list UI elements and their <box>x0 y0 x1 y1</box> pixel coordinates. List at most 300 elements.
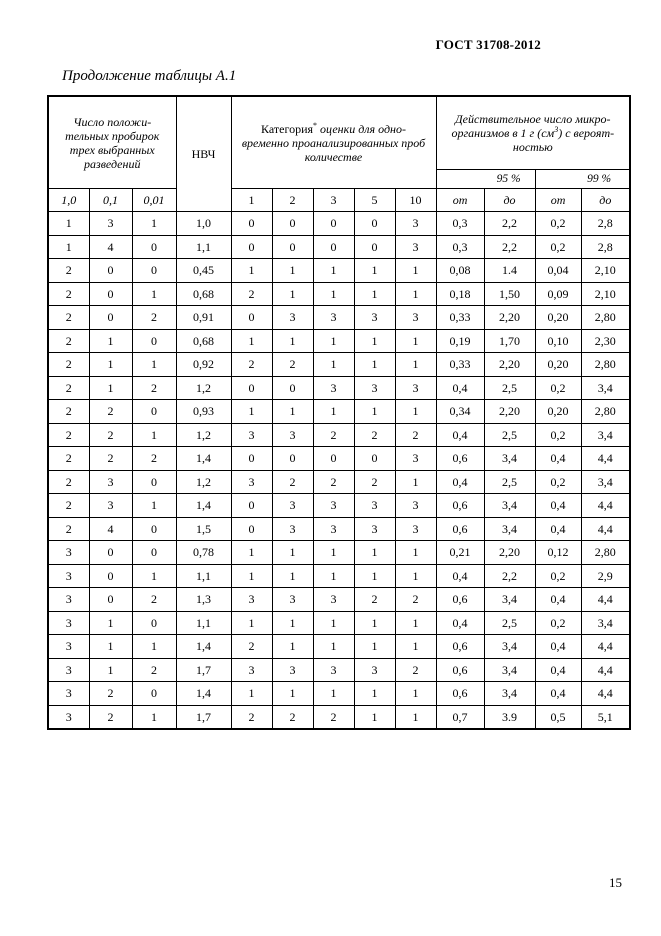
table-cell: 0,68 <box>176 282 231 306</box>
table-cell: 3 <box>272 494 313 518</box>
table-row <box>48 611 630 635</box>
table-cell: 2 <box>231 282 272 306</box>
table-cell: 3 <box>89 494 132 518</box>
table-cell: 2 <box>132 588 176 612</box>
table-cell: 3 <box>354 494 395 518</box>
header-category-label: Категория <box>261 121 314 136</box>
table-row <box>48 376 630 400</box>
table-cell: 3 <box>395 212 436 236</box>
table-cell: 3,4 <box>581 611 630 635</box>
table-cell: 0 <box>272 376 313 400</box>
table-cell: 0,3 <box>436 235 484 259</box>
table-cell: 0,4 <box>535 494 581 518</box>
table-cell: 1 <box>132 635 176 659</box>
table-cell: 0 <box>89 541 132 565</box>
table-cell: 0,6 <box>436 517 484 541</box>
table-cell: 0,20 <box>535 306 581 330</box>
table-cell: 0,7 <box>436 705 484 729</box>
table-cell: 3 <box>48 541 89 565</box>
table-cell: 1 <box>231 329 272 353</box>
table-cell: 2 <box>313 470 354 494</box>
table-cell: 3 <box>354 376 395 400</box>
table-cell: 3 <box>48 658 89 682</box>
table-cell: 3 <box>313 376 354 400</box>
table-cell: 2 <box>48 517 89 541</box>
table-cell: 1,7 <box>176 705 231 729</box>
table-cell: 3.9 <box>484 705 535 729</box>
table-cell: 3 <box>48 588 89 612</box>
table-cell: 0,2 <box>535 423 581 447</box>
table-cell: 1,2 <box>176 470 231 494</box>
dilution-col-header: 1,0 <box>48 189 89 212</box>
table-cell: 3 <box>272 423 313 447</box>
table-row <box>48 282 630 306</box>
table-cell: 2 <box>395 658 436 682</box>
table-cell: 1 <box>272 541 313 565</box>
table-cell: 0 <box>132 329 176 353</box>
table-cell: 1 <box>313 329 354 353</box>
table-cell: 1 <box>132 282 176 306</box>
table-cell: 1 <box>89 635 132 659</box>
table-cell: 0 <box>231 376 272 400</box>
table-cell: 2,20 <box>484 353 535 377</box>
table-cell: 1 <box>313 564 354 588</box>
table-cell: 0 <box>354 235 395 259</box>
table-cell: 3 <box>313 494 354 518</box>
dilution-col-header: 0,01 <box>132 189 176 212</box>
table-cell: 0,2 <box>535 611 581 635</box>
table-cell: 0 <box>231 235 272 259</box>
table-cell: 2 <box>272 705 313 729</box>
table-cell: 2 <box>48 282 89 306</box>
table-cell: 1 <box>231 682 272 706</box>
range-col-header: до <box>484 189 535 212</box>
table-cell: 2 <box>48 423 89 447</box>
table-cell: 2,8 <box>581 212 630 236</box>
table-cell: 2 <box>89 705 132 729</box>
table-row <box>48 423 630 447</box>
table-cell: 3 <box>313 588 354 612</box>
table-cell: 0,78 <box>176 541 231 565</box>
table-cell: 1 <box>313 611 354 635</box>
table-row <box>48 705 630 729</box>
table-cell: 0,18 <box>436 282 484 306</box>
table-row <box>48 259 630 283</box>
table-cell: 1,4 <box>176 682 231 706</box>
header-category <box>231 96 436 189</box>
table-cell: 3 <box>48 611 89 635</box>
table-row <box>48 470 630 494</box>
table-cell: 2,2 <box>484 564 535 588</box>
table-cell: 1 <box>313 635 354 659</box>
table-row <box>48 235 630 259</box>
table-continuation-caption: Продолжение таблицы А.1 <box>62 68 237 84</box>
table-cell: 2 <box>395 423 436 447</box>
table-cell: 1 <box>354 635 395 659</box>
table-cell: 1 <box>272 635 313 659</box>
table-cell: 1 <box>395 541 436 565</box>
table-cell: 1,70 <box>484 329 535 353</box>
table-cell: 0,4 <box>535 635 581 659</box>
table-cell: 3 <box>272 517 313 541</box>
table-cell: 1 <box>89 353 132 377</box>
table-cell: 3,4 <box>484 447 535 471</box>
table-row <box>48 306 630 330</box>
table-cell: 1,4 <box>176 447 231 471</box>
table-cell: 0 <box>231 517 272 541</box>
table-cell: 3,4 <box>484 517 535 541</box>
table-cell: 1 <box>354 611 395 635</box>
table-cell: 4 <box>89 235 132 259</box>
table-cell: 3,4 <box>484 588 535 612</box>
table-cell: 3 <box>313 658 354 682</box>
table-cell: 0,45 <box>176 259 231 283</box>
table-cell: 2,20 <box>484 400 535 424</box>
table-cell: 1 <box>132 564 176 588</box>
table-cell: 3 <box>354 306 395 330</box>
table-cell: 0,6 <box>436 635 484 659</box>
table-cell: 1 <box>354 682 395 706</box>
table-cell: 2 <box>48 259 89 283</box>
table-cell: 0,4 <box>436 470 484 494</box>
header-actual-count-main: Действительное число микро-организмов в 1 г (см <box>451 112 611 140</box>
table-row <box>48 400 630 424</box>
table-cell: 2 <box>48 306 89 330</box>
table-cell: 0 <box>89 259 132 283</box>
table-cell: 2,80 <box>581 541 630 565</box>
document-code: ГОСТ 31708-2012 <box>435 37 541 52</box>
table-cell: 3 <box>48 564 89 588</box>
table-row <box>48 517 630 541</box>
table-cell: 2,10 <box>581 259 630 283</box>
table-cell: 4,4 <box>581 447 630 471</box>
table-cell: 0,33 <box>436 306 484 330</box>
table-cell: 0,6 <box>436 494 484 518</box>
table-cell: 3 <box>272 306 313 330</box>
table-cell: 1,1 <box>176 611 231 635</box>
table-cell: 1,1 <box>176 235 231 259</box>
table-cell: 0,2 <box>535 376 581 400</box>
table-cell: 0,91 <box>176 306 231 330</box>
table-cell: 1 <box>272 682 313 706</box>
table-cell: 0 <box>231 306 272 330</box>
table-cell: 3 <box>48 682 89 706</box>
table-cell: 0 <box>313 212 354 236</box>
category-col-header: 3 <box>313 189 354 212</box>
table-cell: 3,4 <box>581 470 630 494</box>
table-cell: 1 <box>231 564 272 588</box>
table-cell: 3 <box>395 517 436 541</box>
table-cell: 4,4 <box>581 658 630 682</box>
header-actual-count-tail: ) с вероят-ностью <box>512 126 615 154</box>
table-cell: 1 <box>395 329 436 353</box>
table-cell: 2,2 <box>484 212 535 236</box>
table-cell: 1 <box>231 611 272 635</box>
table-cell: 0,4 <box>436 423 484 447</box>
table-cell: 2 <box>354 423 395 447</box>
table-cell: 1 <box>354 259 395 283</box>
table-cell: 2 <box>313 423 354 447</box>
table-cell: 2 <box>231 635 272 659</box>
table-cell: 1 <box>395 564 436 588</box>
table-cell: 0,4 <box>436 611 484 635</box>
table-row <box>48 564 630 588</box>
table-cell: 1 <box>132 212 176 236</box>
table-cell: 0 <box>132 541 176 565</box>
table-cell: 1 <box>395 635 436 659</box>
table-cell: 0,08 <box>436 259 484 283</box>
category-col-header: 5 <box>354 189 395 212</box>
table-cell: 1 <box>231 541 272 565</box>
table-cell: 0 <box>132 611 176 635</box>
table-cell: 0,2 <box>535 212 581 236</box>
table-cell: 0 <box>132 400 176 424</box>
table-row <box>48 212 630 236</box>
table-cell: 3 <box>272 588 313 612</box>
table-cell: 2 <box>132 376 176 400</box>
table-cell: 0,2 <box>535 470 581 494</box>
table-cell: 1 <box>354 564 395 588</box>
table-cell: 0,2 <box>535 235 581 259</box>
table-cell: 2,80 <box>581 306 630 330</box>
table-cell: 1 <box>231 400 272 424</box>
table-cell: 1 <box>313 400 354 424</box>
table-cell: 1 <box>395 682 436 706</box>
table-cell: 2 <box>89 423 132 447</box>
table-cell: 1 <box>89 611 132 635</box>
table-cell: 2,10 <box>581 282 630 306</box>
table-cell: 1,5 <box>176 517 231 541</box>
table-cell: 3,4 <box>581 423 630 447</box>
table-cell: 0,6 <box>436 588 484 612</box>
table-cell: 0 <box>132 517 176 541</box>
table-cell: 2,8 <box>581 235 630 259</box>
table-cell: 1 <box>132 353 176 377</box>
table-cell: 1 <box>48 212 89 236</box>
table-cell: 0,19 <box>436 329 484 353</box>
table-cell: 2 <box>272 470 313 494</box>
table-cell: 1,50 <box>484 282 535 306</box>
table-cell: 4 <box>89 517 132 541</box>
table-cell: 3 <box>313 306 354 330</box>
table-cell: 2,80 <box>581 400 630 424</box>
table-cell: 0 <box>132 259 176 283</box>
table-cell: 0,4 <box>535 682 581 706</box>
table-cell: 0,6 <box>436 682 484 706</box>
table-cell: 3,4 <box>484 635 535 659</box>
table-cell: 1 <box>48 235 89 259</box>
table-cell: 1,1 <box>176 564 231 588</box>
table-cell: 0,93 <box>176 400 231 424</box>
table-cell: 2 <box>132 306 176 330</box>
table-cell: 3 <box>231 423 272 447</box>
table-cell: 3 <box>395 494 436 518</box>
table-cell: 3 <box>89 212 132 236</box>
table-cell: 1 <box>395 400 436 424</box>
table-cell: 2,80 <box>581 353 630 377</box>
table-cell: 2 <box>89 682 132 706</box>
table-cell: 0,4 <box>436 376 484 400</box>
table-cell: 0 <box>231 494 272 518</box>
table-cell: 1 <box>272 611 313 635</box>
table-cell: 1 <box>354 400 395 424</box>
table-cell: 0 <box>132 470 176 494</box>
table-cell: 3 <box>395 447 436 471</box>
table-cell: 0 <box>89 564 132 588</box>
table-cell: 1 <box>354 705 395 729</box>
table-cell: 4,4 <box>581 517 630 541</box>
table-cell: 2 <box>48 470 89 494</box>
category-col-header: 1 <box>231 189 272 212</box>
table-cell: 1 <box>395 705 436 729</box>
table-cell: 0,6 <box>436 658 484 682</box>
table-cell: 4,4 <box>581 494 630 518</box>
table-cell: 0,4 <box>535 658 581 682</box>
table-cell: 3 <box>231 658 272 682</box>
table-cell: 1 <box>132 494 176 518</box>
table-cell: 1 <box>395 611 436 635</box>
table-cell: 2 <box>48 447 89 471</box>
table-cell: 3 <box>395 376 436 400</box>
table-row <box>48 329 630 353</box>
table-cell: 1 <box>354 541 395 565</box>
table-cell: 1 <box>89 329 132 353</box>
table-cell: 0,12 <box>535 541 581 565</box>
table-cell: 0,6 <box>436 447 484 471</box>
table-cell: 2 <box>89 400 132 424</box>
table-cell: 0,10 <box>535 329 581 353</box>
table-cell: 0 <box>272 235 313 259</box>
table-cell: 1 <box>354 329 395 353</box>
table-cell: 0 <box>132 682 176 706</box>
range-col-header: до <box>581 189 630 212</box>
table-cell: 0,2 <box>535 564 581 588</box>
table-cell: 2,20 <box>484 306 535 330</box>
header-mpn: НВЧ <box>176 96 231 212</box>
table-cell: 3,4 <box>484 494 535 518</box>
mpn-table <box>47 95 631 730</box>
table-cell: 2,5 <box>484 470 535 494</box>
table-row <box>48 588 630 612</box>
table-cell: 3,4 <box>484 658 535 682</box>
table-cell: 1 <box>132 705 176 729</box>
table-cell: 1 <box>395 259 436 283</box>
table-cell: 2 <box>272 353 313 377</box>
table-cell: 1 <box>272 564 313 588</box>
table-cell: 2 <box>395 588 436 612</box>
table-cell: 0 <box>272 212 313 236</box>
table-cell: 2,5 <box>484 611 535 635</box>
table-cell: 5,1 <box>581 705 630 729</box>
table-cell: 0,34 <box>436 400 484 424</box>
table-cell: 0 <box>89 588 132 612</box>
table-cell: 0,3 <box>436 212 484 236</box>
table-cell: 0 <box>231 212 272 236</box>
table-row <box>48 541 630 565</box>
table-cell: 1.4 <box>484 259 535 283</box>
table-cell: 1,2 <box>176 423 231 447</box>
table-cell: 2 <box>354 588 395 612</box>
table-cell: 2 <box>89 447 132 471</box>
table-cell: 0 <box>89 306 132 330</box>
table-cell: 3 <box>48 635 89 659</box>
table-cell: 2 <box>48 400 89 424</box>
header-actual-count-sup: 3 <box>554 125 559 134</box>
table-cell: 2,30 <box>581 329 630 353</box>
table-cell: 2,5 <box>484 423 535 447</box>
table-cell: 0 <box>89 282 132 306</box>
table-cell: 0 <box>132 235 176 259</box>
table-cell: 2 <box>313 705 354 729</box>
table-cell: 0,68 <box>176 329 231 353</box>
table-cell: 0 <box>313 447 354 471</box>
table-cell: 0,09 <box>535 282 581 306</box>
table-cell: 0,4 <box>535 447 581 471</box>
table-cell: 0,33 <box>436 353 484 377</box>
table-cell: 2,2 <box>484 235 535 259</box>
table-row <box>48 353 630 377</box>
table-cell: 3 <box>272 658 313 682</box>
table-cell: 1 <box>313 541 354 565</box>
table-cell: 4,4 <box>581 682 630 706</box>
table-cell: 4,4 <box>581 588 630 612</box>
table-cell: 3 <box>48 705 89 729</box>
table-cell: 2 <box>48 494 89 518</box>
range-col-header: от <box>436 189 484 212</box>
table-cell: 1 <box>89 376 132 400</box>
table-cell: 1,4 <box>176 635 231 659</box>
table-cell: 2 <box>231 353 272 377</box>
table-cell: 2,9 <box>581 564 630 588</box>
category-col-header: 2 <box>272 189 313 212</box>
header-prob-95: 95 % <box>436 170 535 189</box>
table-row <box>48 447 630 471</box>
table-cell: 1 <box>313 682 354 706</box>
table-cell: 0 <box>272 447 313 471</box>
category-col-header: 10 <box>395 189 436 212</box>
table-cell: 1,0 <box>176 212 231 236</box>
table-cell: 1 <box>313 353 354 377</box>
table-cell: 3 <box>354 658 395 682</box>
table-cell: 0,4 <box>535 588 581 612</box>
table-cell: 3,4 <box>581 376 630 400</box>
header-positive-tubes: Число положи-тельных пробирок трех выбранных разведений <box>48 96 176 189</box>
table-cell: 1,3 <box>176 588 231 612</box>
table-cell: 1 <box>231 259 272 283</box>
table-cell: 2 <box>231 705 272 729</box>
table-cell: 1,7 <box>176 658 231 682</box>
table-cell: 3,4 <box>484 682 535 706</box>
table-cell: 1 <box>395 470 436 494</box>
table-cell: 1 <box>272 400 313 424</box>
table-cell: 2,20 <box>484 541 535 565</box>
table-cell: 1,4 <box>176 494 231 518</box>
table-cell: 1 <box>354 353 395 377</box>
table-cell: 0,4 <box>535 517 581 541</box>
table-row <box>48 635 630 659</box>
table-cell: 3 <box>231 470 272 494</box>
table-cell: 0 <box>313 235 354 259</box>
table-cell: 1 <box>272 259 313 283</box>
table-cell: 3 <box>89 470 132 494</box>
table-cell: 0 <box>354 447 395 471</box>
table-cell: 2 <box>354 470 395 494</box>
table-cell: 2 <box>48 353 89 377</box>
table-cell: 1 <box>395 353 436 377</box>
table-cell: 3 <box>313 517 354 541</box>
table-cell: 2 <box>132 447 176 471</box>
table-row <box>48 494 630 518</box>
